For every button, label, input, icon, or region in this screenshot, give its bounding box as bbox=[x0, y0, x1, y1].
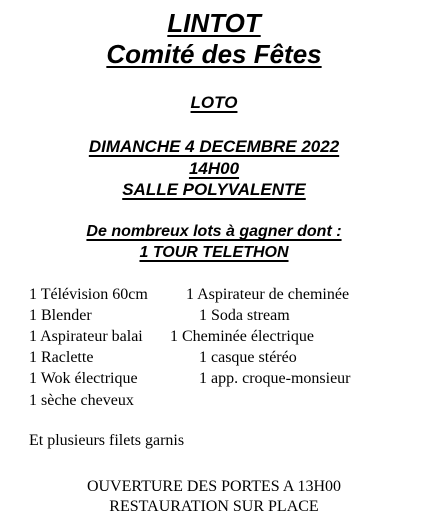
prize-item: 1 Soda stream bbox=[199, 307, 290, 324]
prizes-intro: De nombreux lots à gagner dont : bbox=[86, 223, 342, 240]
committee-title: Comité des Fêtes bbox=[106, 39, 322, 69]
main-prize: 1 TOUR TELETHON bbox=[139, 244, 289, 261]
prize-item: 1 Aspirateur de cheminée bbox=[186, 286, 350, 303]
prize-item: 1 Raclette bbox=[29, 349, 94, 366]
extra-prizes: Et plusieurs filets garnis bbox=[29, 432, 185, 449]
prize-item: 1 Wok électrique bbox=[29, 370, 138, 387]
prize-item: 1 app. croque-monsieur bbox=[199, 370, 351, 387]
prize-item: 1 Aspirateur balai bbox=[29, 328, 143, 345]
event-venue: SALLE POLYVALENTE bbox=[122, 180, 306, 199]
prize-item: 1 sèche cheveux bbox=[29, 392, 134, 409]
doors-opening: OUVERTURE DES PORTES A 13H00 bbox=[86, 478, 342, 495]
prize-item: 1 Télévision 60cm bbox=[29, 286, 148, 303]
prize-item: 1 Blender bbox=[29, 307, 92, 324]
event-name: LOTO bbox=[190, 93, 238, 112]
town-title: LINTOT bbox=[167, 8, 261, 38]
event-date: DIMANCHE 4 DECEMBRE 2022 bbox=[88, 137, 340, 156]
event-time: 14H00 bbox=[188, 159, 240, 178]
catering-info: RESTAURATION SUR PLACE bbox=[109, 498, 319, 515]
prize-item: 1 Cheminée électrique bbox=[170, 328, 314, 345]
prize-item: 1 casque stéréo bbox=[199, 349, 297, 366]
